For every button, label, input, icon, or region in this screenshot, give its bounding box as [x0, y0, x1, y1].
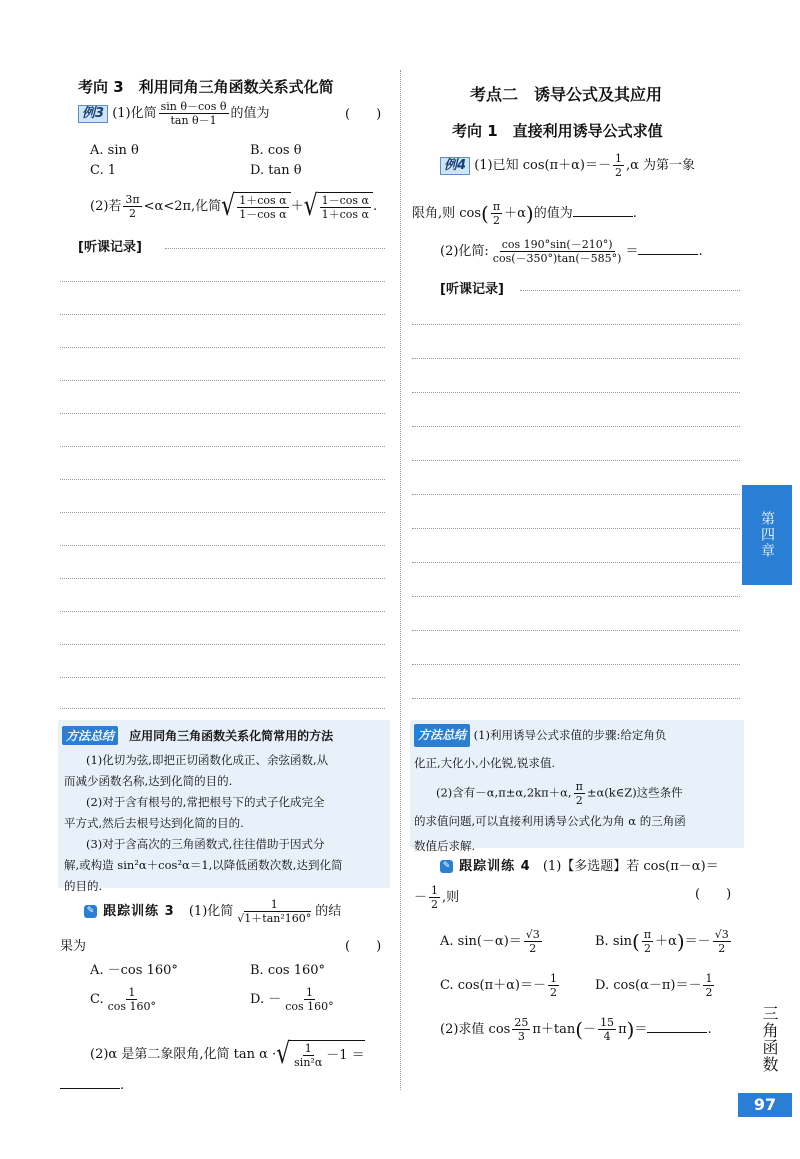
method-line: 解,或构造 sin²α＋cos²α＝1,以降低函数次数,达到化简 — [64, 858, 343, 872]
note-line — [412, 562, 740, 563]
numerator: √3 — [714, 928, 729, 941]
numerator: 15 — [600, 1016, 615, 1029]
note-line — [60, 479, 385, 480]
note-line — [520, 290, 740, 291]
denominator: cos 160° — [107, 1000, 157, 1013]
text: . — [698, 244, 703, 259]
numerator: 3π — [125, 193, 140, 206]
option-c: C. 1 — [90, 163, 117, 178]
method-line: 数值后求解. — [414, 839, 476, 853]
text: ＝ — [625, 244, 639, 259]
note-line — [60, 347, 385, 348]
numerator: 1 — [270, 898, 278, 911]
text: 限角,则 cos — [412, 206, 482, 221]
numerator: π — [575, 780, 583, 793]
note-line — [412, 596, 740, 597]
text: (1)化简 — [112, 106, 157, 121]
track-3-line2: 果为 — [60, 939, 87, 954]
text: ＋ — [290, 199, 304, 214]
option-a — [440, 928, 544, 955]
answer-paren: ( ) — [345, 107, 382, 122]
numerator: √3 — [525, 928, 540, 941]
numerator: 1 — [550, 972, 557, 985]
note-line — [412, 630, 740, 631]
denominator: 2 — [492, 214, 500, 227]
text: ±α(k∈Z)这些条件 — [586, 785, 683, 800]
note-line — [412, 698, 740, 699]
note-line — [60, 281, 385, 282]
example-badge: 例4 — [440, 157, 470, 175]
text: <α<2π,化简 — [143, 199, 222, 214]
note-line — [412, 426, 740, 427]
numerator: 1 — [304, 1042, 312, 1055]
note-line — [60, 708, 385, 709]
numerator: 1 — [614, 152, 622, 165]
example-4-part1-line2: 限角,则 cos( $\frac{\pi}{2}$ ＋α)的值为 . — [412, 200, 637, 227]
option-c — [90, 986, 160, 1013]
text: D. cos(α－π)＝－ — [595, 978, 702, 993]
denominator: 2 — [575, 794, 583, 807]
numerator: 1＋cos α — [239, 194, 287, 207]
text: ＋α — [504, 206, 526, 221]
note-line — [60, 380, 385, 381]
answer-paren: ( ) — [345, 939, 382, 954]
numerator: 1 — [705, 972, 713, 985]
option-d — [250, 986, 338, 1013]
track-title: 跟踪训练 3 — [103, 904, 175, 919]
denominator: 1＋tan²160° — [244, 912, 312, 925]
section-heading-3-right: 考向 1 直接利用诱导公式求值 — [452, 122, 663, 140]
example-4-part2 — [440, 238, 703, 265]
denominator: 2 — [129, 207, 137, 220]
text: . — [707, 1022, 712, 1037]
method-line: 的目的. — [64, 879, 103, 893]
method-line: (1)利用诱导公式求值的步骤:给定角负 — [473, 728, 667, 742]
text: . — [372, 199, 378, 214]
fraction — [159, 100, 229, 127]
page-number: 97 — [738, 1093, 792, 1117]
denominator: cos 160° — [285, 1000, 334, 1013]
track-4-part2: (2)求值 cos $\frac{25}{3}$ π＋tan(－ $\frac{15}{4}$ π)＝ . — [440, 1016, 712, 1043]
denominator: 1＋cos α — [321, 208, 369, 221]
option-d: D. tan θ — [250, 163, 302, 178]
method-line: 的求值问题,可以直接利用诱导公式化为角 α 的三角函 — [414, 814, 686, 828]
denominator: 2 — [643, 942, 651, 955]
text: ,则 — [442, 890, 460, 905]
method-summary-left — [58, 720, 390, 893]
chapter-tab: 第四章 — [742, 485, 792, 585]
note-line — [60, 413, 385, 414]
option-b: B. sin( $\frac{\pi}{2}$ ＋α)＝－ $\frac{√3}{2}$ — [595, 928, 729, 955]
note-line — [60, 314, 385, 315]
denominator: 1－cos α — [239, 208, 287, 221]
denominator: 2 — [614, 166, 622, 179]
fraction — [123, 193, 141, 220]
note-line — [412, 358, 740, 359]
option-c — [440, 972, 561, 999]
track-3-part2 — [90, 1037, 365, 1071]
note-line — [60, 677, 385, 678]
track-title: 跟踪训练 4 — [459, 859, 531, 874]
text: (2)若 — [90, 199, 122, 214]
note-line — [412, 324, 740, 325]
example-3-part1 — [78, 100, 270, 127]
text: (1)已知 cos(π＋α)＝－ — [474, 158, 611, 173]
method-line — [414, 780, 742, 807]
denominator: 4 — [603, 1030, 611, 1043]
option-a: A. －cos 160° — [90, 963, 178, 978]
text: － — [583, 1022, 597, 1037]
text: (2)含有－α,π±α,2kπ＋α, — [436, 785, 572, 800]
denominator: 2 — [529, 942, 537, 955]
denominator: 2 — [718, 942, 726, 955]
text: ＝－ — [684, 934, 711, 949]
note-line — [412, 494, 740, 495]
method-summary-right — [410, 720, 744, 853]
note-line — [412, 664, 740, 665]
text: C. cos(π＋α)＝－ — [440, 978, 546, 993]
option-b: B. cos θ — [250, 143, 302, 158]
track-4-part1 — [440, 858, 719, 876]
numerator: 25 — [514, 1016, 529, 1029]
denominator: sin²α — [294, 1056, 323, 1069]
text: ＝ — [634, 1022, 648, 1037]
numerator: sin θ－cos θ — [160, 100, 227, 113]
track-3-part1 — [84, 898, 341, 925]
note-line — [60, 512, 385, 513]
text: － — [414, 890, 428, 905]
text: －1 ＝ — [326, 1048, 365, 1063]
note-line — [60, 611, 385, 612]
answer-blank — [60, 1076, 124, 1095]
text: A. sin(－α)＝ — [440, 934, 522, 949]
numerator: 1－cos α — [321, 194, 369, 207]
numerator: π — [492, 200, 501, 213]
notes-label-right: [听课记录] — [440, 282, 504, 297]
text: B. sin — [595, 934, 633, 949]
denominator: 2 — [550, 986, 557, 999]
option-b: B. cos 160° — [250, 963, 326, 978]
method-tag: 方法总结 — [414, 724, 470, 747]
fraction: $\frac{1}{\text{√1＋tan²160°}}$ — [237, 898, 312, 925]
pencil-icon: ✎ — [440, 860, 453, 873]
track-4-line2 — [414, 884, 459, 911]
method-line: (3)对于含高次的三角函数式,往往借助于因式分 — [86, 837, 325, 851]
numerator: 1 — [305, 986, 313, 999]
numerator: 1 — [128, 986, 136, 999]
option-d — [595, 972, 716, 999]
notes-label-left: [听课记录] — [78, 240, 142, 255]
text: 的值为 — [230, 106, 270, 121]
denominator: 2 — [705, 986, 713, 999]
text: (1)化简 — [188, 904, 234, 919]
option-a: A. sin θ — [90, 143, 139, 158]
answer-paren: ( ) — [695, 887, 732, 902]
column-divider — [400, 70, 401, 1090]
chapter-category: 三角函数 — [760, 1005, 779, 1073]
note-line — [412, 528, 740, 529]
method-line: 化正,大化小,小化锐,锐求值. — [414, 756, 556, 770]
denominator: cos(－350°)tan(－585°) — [492, 252, 622, 265]
method-line: 平方式,然后去根号达到化简的目的. — [64, 816, 244, 830]
method-line: (2)对于含有根号的,常把根号下的式子化成完全 — [86, 795, 325, 809]
numerator: π — [643, 928, 652, 941]
text: (2)化简: — [440, 244, 489, 259]
text: ,α 为第一象 — [625, 158, 696, 173]
text: π — [618, 1022, 627, 1037]
sqrt: √ $\frac{\text{1＋cos α}}{\text{1－cos α}}$ — [221, 192, 290, 221]
method-line: (1)化切为弦,即把正切函数化成正、余弦函数,从 — [86, 753, 329, 767]
example-badge: 例3 — [78, 105, 108, 123]
text: . — [632, 206, 637, 221]
denominator: 2 — [431, 898, 439, 911]
denominator: 3 — [517, 1030, 525, 1043]
text: (1)【多选题】若 cos(π－α)＝ — [542, 859, 719, 874]
text: π＋tan — [532, 1022, 576, 1037]
note-line — [60, 644, 385, 645]
numerator: cos 190°sin(－210°) — [501, 238, 613, 251]
sqrt: √ $\frac{1}{\text{sin²α}}$ －1 ＝ — [276, 1037, 365, 1071]
note-line — [412, 392, 740, 393]
method-line: 而减少函数名称,达到化简的目的. — [64, 774, 233, 788]
section-heading-2-right: 考点二 诱导公式及其应用 — [470, 85, 663, 104]
pencil-icon: ✎ — [84, 905, 97, 918]
note-line — [60, 578, 385, 579]
sqrt: √ $\frac{\text{1－cos α}}{\text{1＋cos α}}$ — [304, 192, 373, 221]
note-line — [60, 446, 385, 447]
method-tag: 方法总结 — [62, 726, 118, 745]
numerator: 1 — [431, 884, 439, 897]
text: (2)求值 cos — [440, 1022, 511, 1037]
text: (2)α 是第二象限角,化简 tan α · — [90, 1047, 277, 1062]
note-line — [60, 545, 385, 546]
example-4-part1 — [440, 152, 695, 179]
text: . — [120, 1078, 125, 1093]
text: 的结 — [315, 904, 342, 919]
denominator: tan θ－1 — [170, 114, 217, 127]
note-line — [165, 248, 385, 249]
method-title: 应用同角三角函数关系化简常用的方法 — [129, 729, 334, 743]
note-line — [412, 460, 740, 461]
text: 的值为 — [533, 206, 573, 221]
text: ＋α — [655, 934, 677, 949]
section-heading-3-left: 考向 3 利用同角三角函数关系式化简 — [78, 78, 334, 96]
example-3-part2 — [90, 189, 378, 223]
text: D. － — [250, 992, 282, 1007]
text: C. — [90, 992, 104, 1007]
